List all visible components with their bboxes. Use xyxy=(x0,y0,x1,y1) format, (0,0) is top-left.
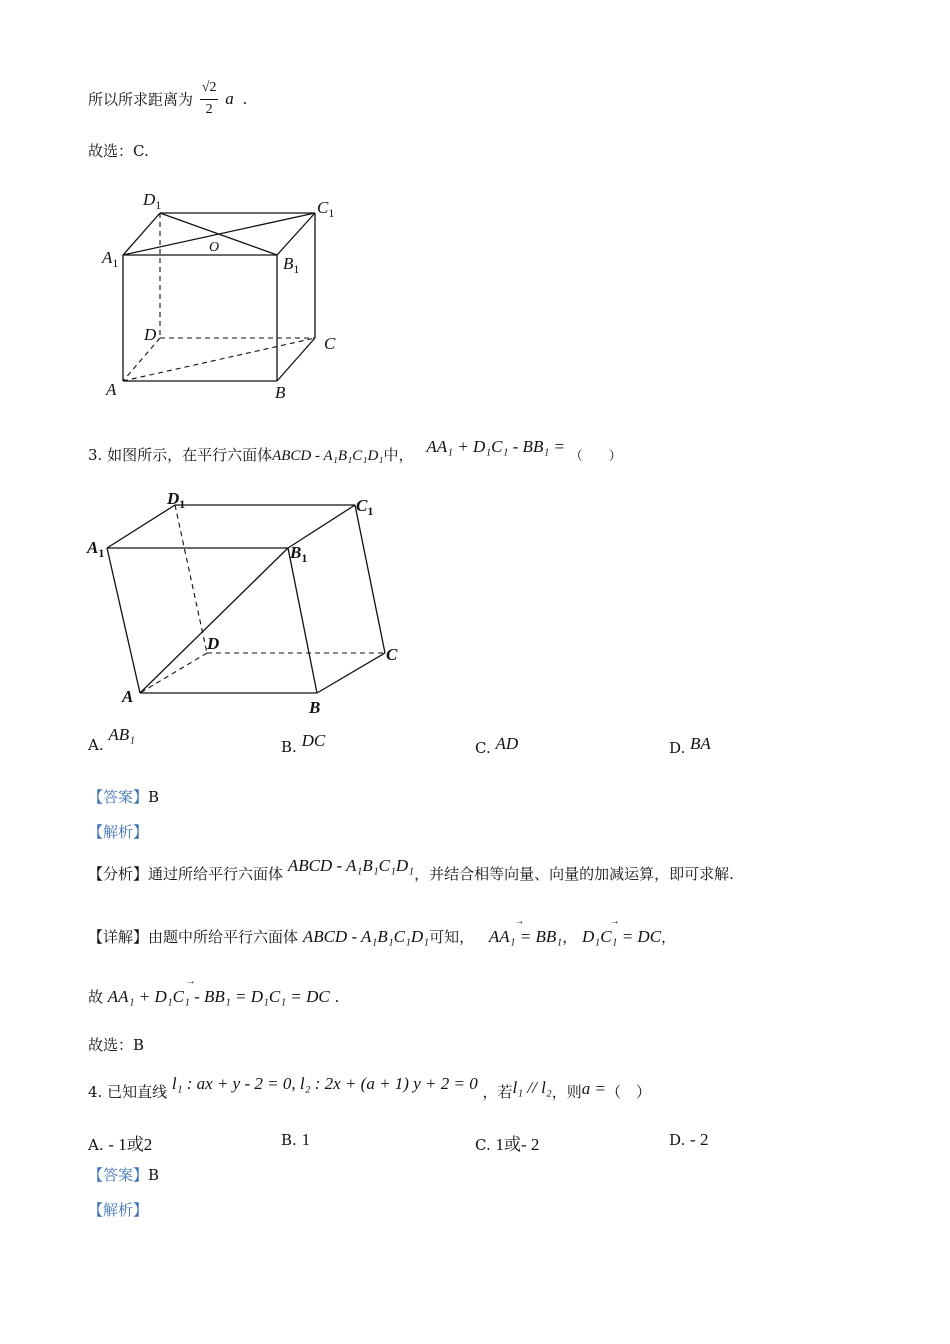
q3-conclusion-end: . xyxy=(334,988,340,1006)
label2-b1: $B_1$ xyxy=(290,543,308,565)
q4-paren: （ ） xyxy=(605,1083,651,1101)
q3-detail-tag: 【详解】 xyxy=(88,928,149,946)
q3-answer xyxy=(88,790,159,805)
label-d: D xyxy=(144,325,157,344)
q3-option-a[interactable]: A. AB₁ xyxy=(88,725,136,754)
q3-option-d[interactable]: D. BA xyxy=(669,734,711,757)
q3-answer-value: B xyxy=(148,788,160,806)
q3-choose: 故选：B xyxy=(88,1036,145,1054)
q3-fenxi-solid: ABCD - A₁B₁C₁D₁ xyxy=(287,856,415,875)
q3-option-b[interactable]: B. DC xyxy=(281,731,326,756)
q3-detail-sep: ， xyxy=(562,928,578,946)
label-a: A xyxy=(106,380,117,399)
label2-a: A xyxy=(122,687,134,706)
q3-option-c[interactable]: C. AD xyxy=(475,734,519,757)
q3-stem-mid: 中， xyxy=(383,446,414,464)
q3-paren: （ ） xyxy=(569,449,622,464)
q4-option-c-value: 1或- 2 xyxy=(495,1135,540,1154)
q3-analysis-tag: 【解析】 xyxy=(88,823,149,841)
q3-option-c-value: AD xyxy=(495,734,519,753)
label2-a1: $A_1$ xyxy=(87,538,105,560)
q3-detail xyxy=(88,928,676,945)
q4-option-a[interactable]: A. - 1或2 xyxy=(88,1135,153,1154)
parallelepiped-svg xyxy=(85,485,415,720)
label2-c: C xyxy=(386,645,398,664)
q3-detail-solid: ABCD - A₁B₁C₁D₁ xyxy=(302,927,430,946)
q4-ask: a = xyxy=(581,1079,606,1098)
q2-choose: 故选：C. xyxy=(88,142,149,160)
q3-conclusion-expr: → AA₁ + D₁C₁ - BB₁ = D₁C₁ = DC xyxy=(108,988,330,1005)
q4-answer-tag: 【答案】 xyxy=(88,1166,149,1184)
distance-line xyxy=(88,80,247,119)
label-o: O xyxy=(209,240,220,255)
label-c1: $C_1$ xyxy=(317,198,335,220)
label2-b: B xyxy=(309,698,321,717)
q3-solid: ABCD - A₁B₁C₁D₁ xyxy=(272,448,384,464)
q4-stem xyxy=(88,1074,651,1101)
q3-stem-prefix: 3. 如图所示，在平行六面体 xyxy=(88,446,273,464)
q4-stem-then: ，则 xyxy=(551,1083,582,1101)
label-d1: $D_1$ xyxy=(143,190,162,212)
distance-fraction xyxy=(200,80,219,119)
q3-fenxi-post: ，并结合相等向量、向量的加减运算，即可求解. xyxy=(414,865,734,883)
q3-detail-eq2: → D₁C₁ = DC xyxy=(582,928,661,945)
q4-answer-value: B xyxy=(148,1166,160,1184)
q4-cond: l₁ // l₂ xyxy=(512,1078,552,1097)
q3-option-a-value: AB₁ xyxy=(108,725,136,744)
distance-period: . xyxy=(242,90,248,109)
label2-d: D xyxy=(207,634,220,653)
q4-option-b[interactable]: B. 1 xyxy=(281,1130,311,1149)
q3-expression: AA₁ + D₁C₁ - BB₁ = xyxy=(426,437,565,456)
q3-detail-eq1: → AA₁ = BB₁ xyxy=(489,928,562,945)
q3-stem xyxy=(88,437,622,464)
q3-fenxi-tag: 【分析】 xyxy=(88,865,149,883)
q4-answer xyxy=(88,1168,159,1183)
label-a1: $A_1$ xyxy=(102,248,119,270)
q3-detail-mid: 可知， xyxy=(429,928,475,946)
label2-d1: $D_1$ xyxy=(167,489,186,511)
fraction-numerator: √2 xyxy=(200,80,219,100)
q4-option-a-value: - 1或2 xyxy=(108,1135,153,1154)
q4-option-b-value: 1 xyxy=(301,1130,311,1149)
q3-answer-tag: 【答案】 xyxy=(88,788,149,806)
cuboid-svg xyxy=(95,185,355,405)
q4-lines: l₁ : ax + y - 2 = 0, l₂ : 2x + (a + 1) y + 2 = 0 xyxy=(171,1074,478,1093)
fraction-denominator: 2 xyxy=(205,101,213,117)
q4-stem-prefix: 4. 已知直线 xyxy=(88,1083,168,1101)
q3-option-d-value: BA xyxy=(690,734,711,753)
q3-detail-pre: 由题中所给平行六面体 xyxy=(148,928,299,946)
q3-conclusion xyxy=(88,988,339,1005)
q3-detail-end: ， xyxy=(661,928,677,946)
q4-stem-mid: ，若 xyxy=(482,1083,513,1101)
q3-option-b-value: DC xyxy=(301,731,326,750)
label-b: B xyxy=(275,383,286,402)
label2-c1: $C_1$ xyxy=(356,496,374,518)
q3-conclusion-pre: 故 xyxy=(88,988,104,1006)
q4-analysis-tag: 【解析】 xyxy=(88,1201,149,1219)
label-b1: $B_1$ xyxy=(283,254,300,276)
cuboid-figure xyxy=(95,185,355,405)
q4-option-d[interactable]: D. - 2 xyxy=(669,1130,709,1149)
q3-fenxi-pre: 通过所给平行六面体 xyxy=(148,865,284,883)
parallelepiped-figure xyxy=(85,485,415,720)
q4-option-c[interactable]: C. 1或- 2 xyxy=(475,1135,540,1154)
distance-prefix: 所以所求距离为 xyxy=(88,90,194,109)
q3-fenxi xyxy=(88,856,734,883)
label-c: C xyxy=(324,334,336,353)
fraction-variable: a xyxy=(225,89,234,109)
q4-option-d-value: - 2 xyxy=(690,1130,709,1149)
